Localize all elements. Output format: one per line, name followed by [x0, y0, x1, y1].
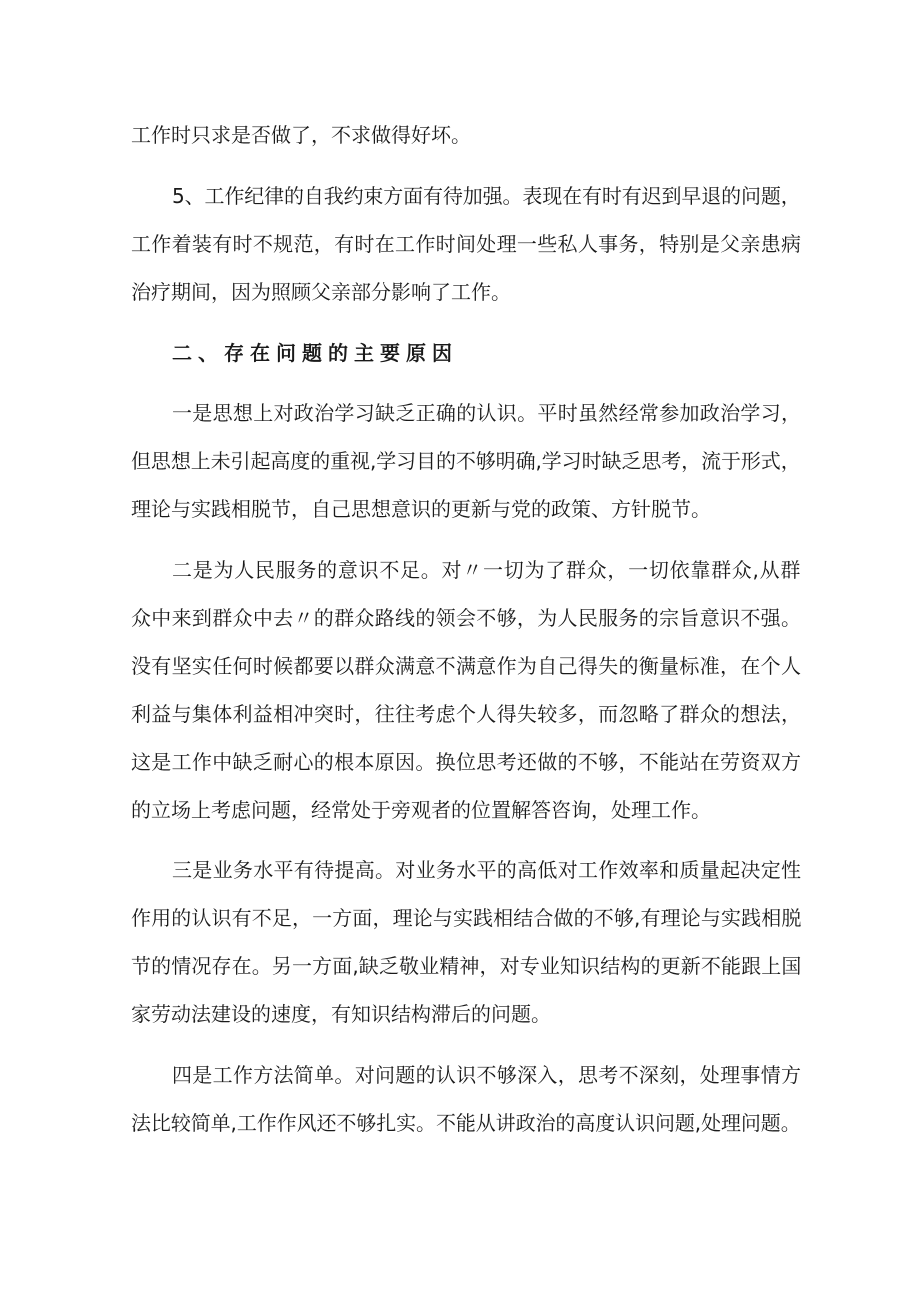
paragraph-3-line-2: 但思想上未引起高度的重视,学习目的不够明确,学习时缺乏思考，流于形式， [131, 449, 801, 473]
paragraph-3-line-3: 理论与实践相脱节，自己思想意识的更新与党的政策、方针脱节。 [131, 497, 711, 521]
paragraph-5-line-2: 作用的认识有不足，一方面，理论与实践相结合做的不够,有理论与实践相脱 [131, 906, 802, 930]
paragraph-5-line-3: 节的情况存在。另一方面,缺乏敬业精神，对专业知识结构的更新不能跟上国 [131, 954, 802, 978]
paragraph-6-line-1: 四是工作方法简单。对问题的认识不够深入，思考不深刻，处理事情方 [172, 1063, 802, 1087]
paragraph-2-line-2: 工作着装有时不规范，有时在工作时间处理一些私人事务，特别是父亲患病 [131, 232, 802, 256]
paragraph-1-line-1: 工作时只求是否做了，不求做得好坏。 [131, 123, 471, 147]
paragraph-5-line-1: 三是业务水平有待提高。对业务水平的高低对工作效率和质量起决定性 [172, 858, 802, 882]
paragraph-5-line-4: 家劳动法建设的速度，有知识结构滞后的问题。 [131, 1002, 551, 1026]
paragraph-4-line-6: 的立场上考虑问题，经常处于旁观者的位置解答咨询，处理工作。 [131, 798, 711, 822]
section-heading: 二、存在问题的主要原因 [172, 341, 458, 365]
paragraph-2-line-1: 5、工作纪律的自我约束方面有待加强。表现在有时有迟到早退的问题， [172, 184, 801, 208]
paragraph-3-line-1: 一是思想上对政治学习缺乏正确的认识。平时虽然经常参加政治学习， [172, 401, 802, 425]
paragraph-4-line-1: 二是为人民服务的意识不足。对〃一切为了群众，一切依靠群众,从群 [172, 558, 802, 582]
paragraph-4-line-3: 没有坚实任何时候都要以群众满意不满意作为自己得失的衡量标准，在个人 [131, 654, 802, 678]
paragraph-4-line-4: 利益与集体利益相冲突时，往往考虑个人得失较多，而忽略了群众的想法， [131, 702, 802, 726]
paragraph-4-line-2: 众中来到群众中去〃的群众路线的领会不够，为人民服务的宗旨意识不强。 [131, 606, 802, 630]
paragraph-2-line-3: 治疗期间，因为照顾父亲部分影响了工作。 [131, 280, 511, 304]
paragraph-6-line-2: 法比较简单,工作作风还不够扎实。不能从讲政治的高度认识问题,处理问题。 [131, 1111, 801, 1135]
paragraph-4-line-5: 这是工作中缺乏耐心的根本原因。换位思考还做的不够，不能站在劳资双方 [131, 750, 802, 774]
